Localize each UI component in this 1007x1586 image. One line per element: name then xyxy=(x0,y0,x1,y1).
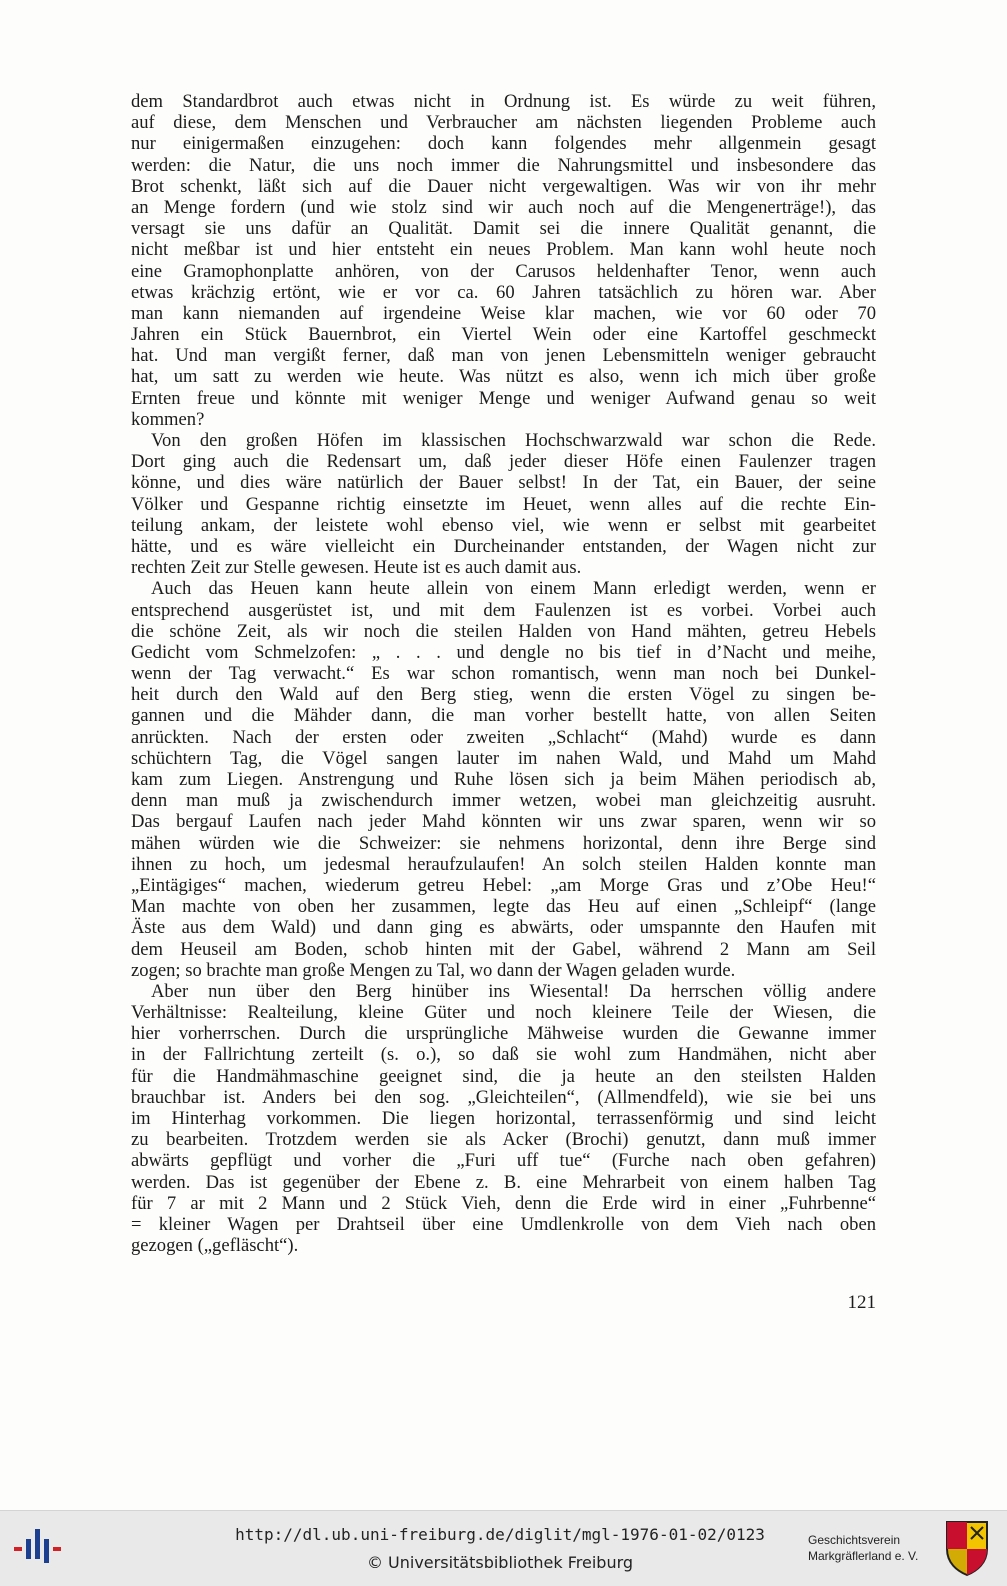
organization-name xyxy=(808,1532,933,1564)
page-number: 121 xyxy=(847,1292,876,1313)
text-line: in der Fallrichtung zerteilt (s. o.), so daß sie wohl zum Handmähen, nicht aber xyxy=(131,1044,876,1066)
text-line: rechten Zeit zur Stelle gewesen. Heute ist es auch damit aus. xyxy=(131,557,582,579)
text-line: denn man muß ja zwischendurch immer wetzen, wobei man gleichzeitig ausruht. xyxy=(131,790,876,812)
text-line: Von den großen Höfen im klassischen Hochschwarzwald war schon die Rede. xyxy=(151,430,876,451)
text-line: hätte, und es wäre vielleicht ein Durcheinander entstanden, der Wagen nicht zur xyxy=(131,535,876,557)
text-line: Ernten freue und könnte mit weniger Menge und weniger Aufwand genau so weit xyxy=(131,387,876,409)
text-line: ihnen zu hoch, um jedesmal heraufzulaufen! An solch steilen Halden konnte man xyxy=(131,853,876,875)
text-line: schüchtern Tag, die Vögel sangen lauter im nahen Wald, und Mahd um Mahd xyxy=(131,747,876,769)
text-line: Brot schenkt, läßt sich auf die Dauer nicht vergewaltigen. Was wir von ihr mehr xyxy=(131,175,876,197)
coat-of-arms-icon xyxy=(944,1519,990,1577)
text-line: = kleiner Wagen per Drahtseil über eine Umdlenkrolle von dem Vieh nach oben xyxy=(131,1213,876,1235)
text-line: man kann niemanden auf irgendeine Weise klar machen, wie vor 60 oder 70 xyxy=(131,302,876,324)
text-line: nur einigermaßen einzugehen: doch kann folgendes mehr allgenmein gesagt xyxy=(131,133,876,155)
text-line: Jahren ein Stück Bauernbrot, ein Viertel Wein oder eine Kartoffel geschmeckt xyxy=(131,324,876,346)
text-line: gezogen („gefläscht“). xyxy=(131,1235,299,1257)
text-line: für die Handmähmaschine geeignet sind, die ja heute an den steilsten Halden xyxy=(131,1065,876,1087)
text-line: hat, um satt zu werden wie heute. Was nützt es also, wenn ich mich über große xyxy=(131,366,876,388)
text-line: hier vorherrschen. Durch die ursprüngliche Mähweise wurden die Gewanne immer xyxy=(131,1023,876,1045)
organization-line-2: Markgräflerland e. V. xyxy=(808,1549,919,1563)
text-line: teilung ankam, der leistete wohl ebenso viel, wie wenn er selbst mit gearbeitet xyxy=(131,514,876,536)
text-line: dem Standardbrot auch etwas nicht in Ordnung ist. Es würde zu weit führen, xyxy=(131,91,876,112)
text-line: zu bearbeiten. Trotzdem werden sie als Acker (Brochi) genutzt, dann muß immer xyxy=(131,1129,876,1151)
text-line: etwas krächzig ertönt, wie er vor ca. 60 Jahren tatsächlich zu hören war. Aber xyxy=(131,281,876,303)
text-line: für 7 ar mit 2 Mann und 2 Stück Vieh, denn die Erde wird in einer „Fuhrbenne“ xyxy=(131,1192,876,1214)
text-line: Dort ging auch die Redensart um, daß jeder dieser Höfe einen Faulenzer tragen xyxy=(131,451,876,473)
copyright-notice: © Universitätsbibliothek Freiburg xyxy=(366,1553,634,1572)
text-line: nicht meßbar ist und hier entsteht ein neues Problem. Man kann wohl heute noch xyxy=(131,239,876,261)
viewer-footer xyxy=(0,1510,1007,1586)
text-line: versagt sie uns dafür an Qualität. Damit sei die innere Qualität genannt, die xyxy=(131,218,876,240)
text-line: kommen? xyxy=(131,408,205,430)
text-line: dem Heuseil am Boden, schob hinten mit der Gabel, während 2 Mann am Seil xyxy=(131,938,876,960)
text-line: entsprechend ausgerüstet ist, und mit dem Faulenzen ist es vorbei. Vorbei auch xyxy=(131,599,876,621)
text-line: „Eintägiges“ machen, wiederum getreu Hebel: „am Morge Gras und z’Obe Heu!“ xyxy=(131,874,876,896)
text-line: auf diese, dem Menschen und Verbraucher am nächsten liegenden Probleme auch xyxy=(131,112,876,134)
text-line: gannen und die Mähder dann, die man vorher bestellt hatte, von allen Seiten xyxy=(131,705,876,727)
document-url-link[interactable]: http://dl.ub.uni-freiburg.de/diglit/mgl-1976-01-02/0123 xyxy=(235,1525,765,1544)
body-text xyxy=(131,91,876,1256)
text-line: Gedicht vom Schmelzofen: „ . . . und dengle no bis tief in d’Nacht und meihe, xyxy=(131,641,876,663)
text-line: zogen; so brachte man große Mengen zu Tal, wo dann der Wagen geladen wurde. xyxy=(131,959,736,981)
text-line: Äste aus dem Wald) und dann ging es abwärts, oder umspannte den Haufen mit xyxy=(131,917,876,939)
text-line: Völker und Gespanne richtig einsetzte im Heuet, wenn alles auf die rechte Ein- xyxy=(131,493,876,515)
text-line: im Hinterhag vorkommen. Die liegen horizontal, terrassenförmig und sind leicht xyxy=(131,1108,876,1129)
text-line: hat. Und man vergißt ferner, daß man von jenen Lebensmitteln weniger gebraucht xyxy=(131,345,876,367)
text-line: abwärts gepflügt und vorher die „Furi uff tue“ (Furche nach oben gefahren) xyxy=(131,1150,876,1172)
text-line: Aber nun über den Berg hinüber ins Wiesental! Da herrschen völlig andere xyxy=(151,980,876,1002)
text-line: Das bergauf Laufen nach jeder Mahd könnten wir uns zwar sparen, wenn wir so xyxy=(131,811,876,833)
text-line: Verhältnisse: Realteilung, kleine Güter und noch kleinere Teile der Wiesen, die xyxy=(131,1002,876,1024)
text-line: eine Gramophonplatte anhören, von der Carusos heldenhafter Tenor, wenn auch xyxy=(131,260,876,282)
text-line: werden. Das ist gegenüber der Ebene z. B. eine Mehrarbeit von einem halben Tag xyxy=(131,1171,876,1193)
text-line: heit durch den Wald auf den Berg stieg, wenn die ersten Vögel zu singen be- xyxy=(131,684,876,706)
text-line: Man machte von oben her zusammen, legte das Heu auf einen „Schleipf“ (lange xyxy=(131,896,876,918)
text-line: mähen würden wie die Schweizer: sie nehmens horizontal, denn ihre Berge sind xyxy=(131,832,876,854)
text-line: kam zum Liegen. Anstrengung und Ruhe lösen sich ja beim Mähen periodisch ab, xyxy=(131,769,876,790)
text-line: brauchbar ist. Anders bei den sog. „Gleichteilen“, (Allmendfeld), wie sie bei uns xyxy=(131,1086,876,1108)
text-line: an Menge fordern (und wie stolz sind wir auch noch auf die Mengenerträge!), das xyxy=(131,196,876,218)
text-line: anrückten. Nach der ersten oder zweiten „Schlacht“ (Mahd) wurde es dann xyxy=(131,726,876,748)
text-line: Auch das Heuen kann heute allein von einem Mann erledigt werden, wenn er xyxy=(151,578,876,600)
text-line: werden: die Natur, die uns noch immer die Nahrungsmittel und insbesondere das xyxy=(131,154,876,176)
organization-line-1: Geschichtsverein xyxy=(808,1533,901,1547)
ub-freiburg-logo-icon xyxy=(12,1525,64,1573)
text-line: wenn der Tag verwacht.“ Es war schon romantisch, wenn man noch bei Dunkel- xyxy=(131,663,876,685)
text-line: die schöne Zeit, als wir noch die steilen Halden von Hand mähten, getreu Hebels xyxy=(131,620,876,642)
text-line: könne, und dies wäre natürlich der Bauer selbst! In der Tat, ein Bauer, der seine xyxy=(131,472,876,494)
